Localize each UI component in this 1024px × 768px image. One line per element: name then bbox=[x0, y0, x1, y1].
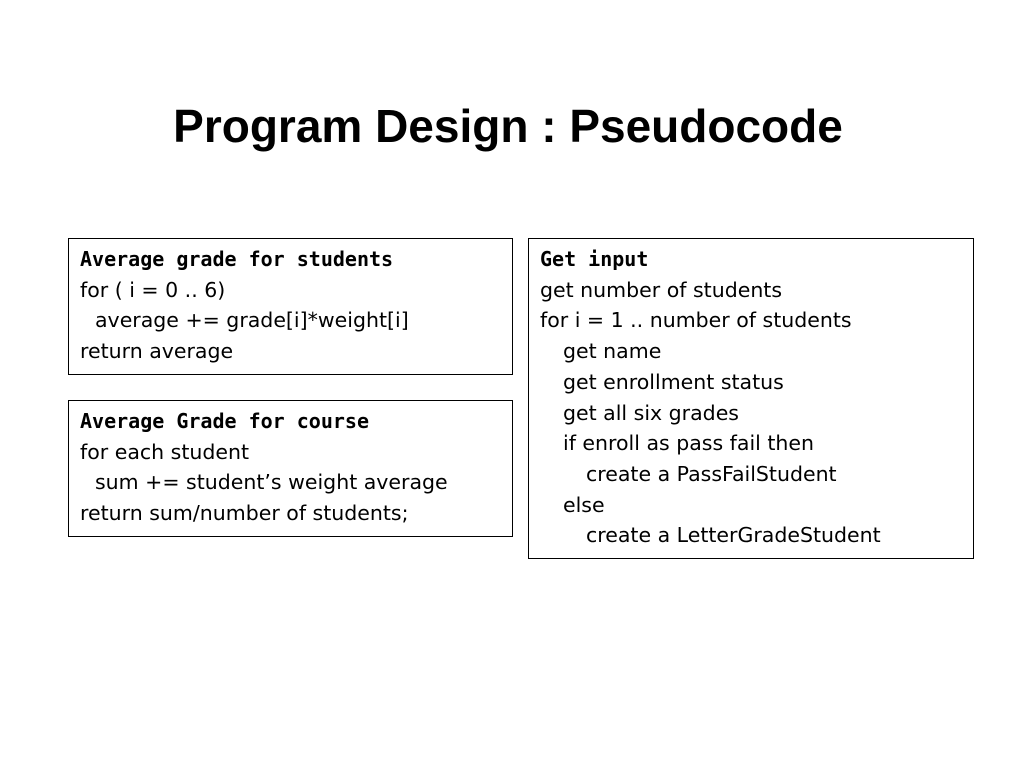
code-line: get number of students bbox=[540, 277, 783, 302]
box-heading: Average grade for students bbox=[80, 247, 394, 271]
code-line: create a LetterGradeStudent bbox=[586, 523, 881, 548]
code-line: sum += student’s weight average bbox=[95, 470, 448, 495]
code-line: get all six grades bbox=[563, 400, 739, 425]
average-grade-course-box bbox=[68, 400, 513, 537]
slide-title: Program Design : Pseudocode bbox=[173, 100, 843, 152]
box-heading: Get input bbox=[540, 247, 649, 271]
code-line: average += grade[i]*weight[i] bbox=[95, 308, 409, 333]
code-line: else bbox=[563, 492, 605, 517]
average-grade-students-box bbox=[68, 238, 513, 375]
code-line: if enroll as pass fail then bbox=[563, 431, 814, 456]
code-line: return sum/number of students; bbox=[80, 501, 409, 526]
code-line: for each student bbox=[80, 439, 250, 464]
get-input-box bbox=[528, 238, 974, 559]
code-line: return average bbox=[80, 339, 234, 364]
code-line: get enrollment status bbox=[563, 369, 784, 394]
code-line: for i = 1 .. number of students bbox=[540, 308, 852, 333]
code-line: create a PassFailStudent bbox=[586, 461, 837, 486]
code-line: get name bbox=[563, 339, 662, 364]
code-line: for ( i = 0 .. 6) bbox=[80, 277, 226, 302]
box-heading: Average Grade for course bbox=[80, 409, 369, 433]
